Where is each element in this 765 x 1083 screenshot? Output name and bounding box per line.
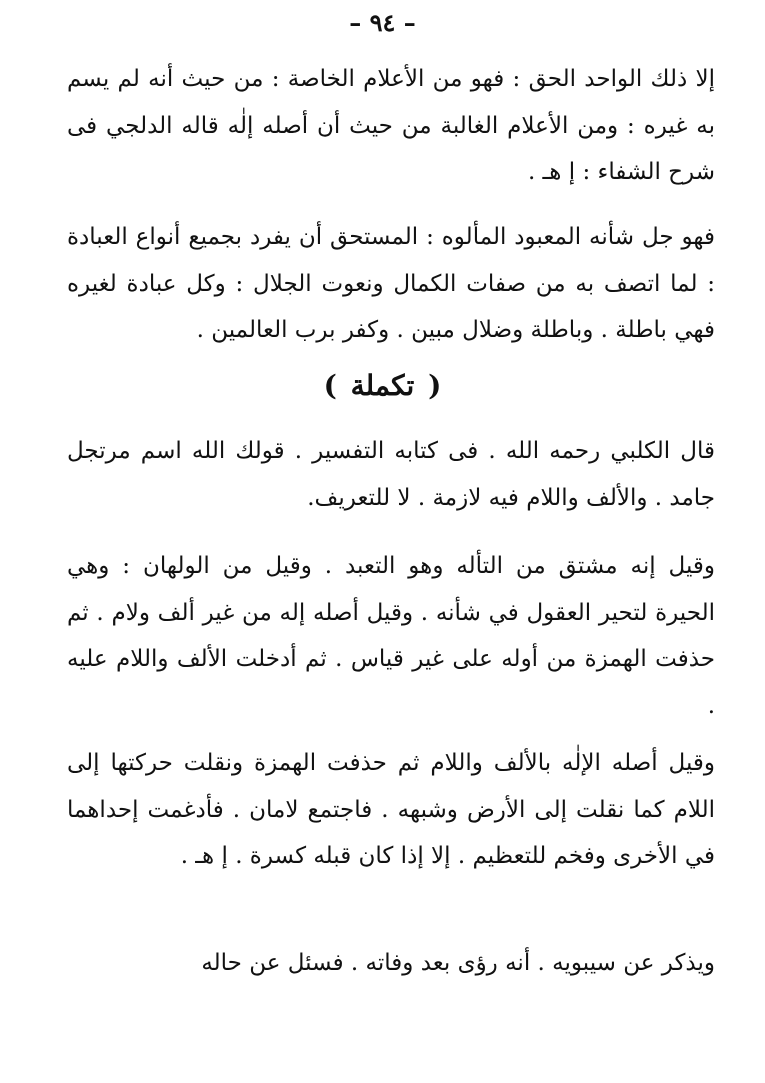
paragraph-1-text: إلا ذلك الواحد الحق : فهو من الأعلام الخاصة : من حيث أنه لم يسم به غيره : ومن الأعلام الغالبة من حيث أن أصله إلٰه قاله الدلجي فى شرح الشفاء : إ هـ . (67, 66, 715, 185)
paragraph-5 (67, 740, 715, 880)
section-heading (0, 366, 765, 406)
paragraph-2-text: فهو جل شأنه المعبود المألوه : المستحق أن يفرد بجميع أنواع العبادة : لما اتصف به من صفات الكمال ونعوت الجلال : وكل عبادة لغيره فهي باطلة . وباطلة وضلال مبين . وكفر برب العالمين . (67, 224, 715, 343)
paragraph-3 (67, 428, 715, 521)
paragraph-4 (67, 543, 715, 729)
paragraph-6-text: ويذكر عن سيبويه . أنه رؤى بعد وفاته . فسئل عن حاله (201, 950, 715, 976)
heading-title: تكملة (350, 369, 415, 402)
paragraph-6 (67, 940, 715, 987)
paragraph-5-text: وقيل أصله الإلٰه بالألف واللام ثم حذفت الهمزة ونقلت حركتها إلى اللام كما نقلت إلى الأرض وشبهه . فاجتمع لامان . فأدغمت إحداهما في الأخرى وفخم للتعظيم . إلا إذا كان قبله كسرة . إ هـ . (67, 750, 715, 869)
heading-close-bracket: ) (323, 369, 337, 402)
paragraph-2 (67, 214, 715, 354)
paragraph-4-text: وقيل إنه مشتق من التأله وهو التعبد . وقيل من الولهان : وهي الحيرة لتحير العقول في شأنه . وقيل أصله إله من غير ألف ولام . ثم حذفت الهمزة من أوله على غير قياس . ثم أدخلت الألف واللام عليه . (67, 553, 715, 719)
page-number: – ٩٤ – (349, 8, 416, 37)
paragraph-1 (67, 56, 715, 196)
paragraph-3-text: قال الكلبي رحمه الله . فى كتابه التفسير . قولك الله اسم مرتجل جامد . والألف واللام فيه لازمة . لا للتعريف. (67, 438, 715, 511)
heading-open-bracket: ( (428, 369, 442, 402)
